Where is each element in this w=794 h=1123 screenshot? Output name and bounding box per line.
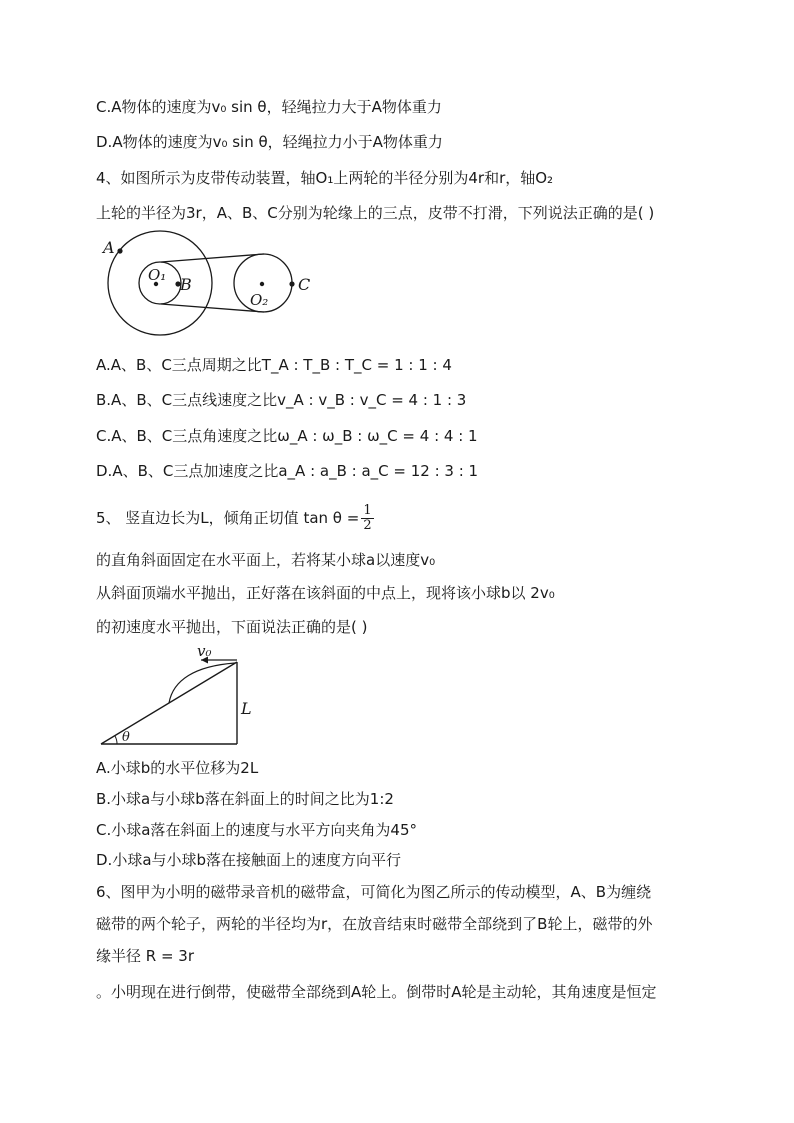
q3-option-d: D.A物体的速度为v₀ sin θ，轻绳拉力小于A物体重力 <box>96 133 443 151</box>
q4-option-c: C.A、B、C三点角速度之比ω_A : ω_B : ω_C = 4 : 4 : 1 <box>96 427 478 445</box>
fraction-numerator: 1 <box>363 503 372 518</box>
q5-stem-line3: 从斜面顶端水平抛出，正好落在该斜面的中点上，现将该小球b以 2v₀ <box>96 584 555 602</box>
fraction-denominator: 2 <box>363 518 372 533</box>
incline-figure <box>95 640 265 752</box>
q5-stem-line4: 的初速度水平抛出，下面说法正确的是( ) <box>96 618 368 636</box>
q5-option-b: B.小球a与小球b落在斜面上的时间之比为1:2 <box>96 790 394 808</box>
q5-option-a: A.小球b的水平位移为2L <box>96 759 259 777</box>
q5-option-d: D.小球a与小球b落在接触面上的速度方向平行 <box>96 851 402 869</box>
point-c <box>289 281 294 286</box>
q4-option-d: D.A、B、C三点加速度之比a_A : a_B : a_C = 12 : 3 : 1 <box>96 462 479 480</box>
q4-option-a: A.A、B、C三点周期之比T_A : T_B : T_C = 1 : 1 : 4 <box>96 356 452 374</box>
q5-option-c: C.小球a落在斜面上的速度与水平方向夹角为45° <box>96 821 418 839</box>
q6-stem-line2: 磁带的两个轮子，两轮的半径均为r，在放音结束时磁带全部绕到了B轮上，磁带的外 <box>96 915 653 933</box>
q5-stem-line1 <box>96 504 374 533</box>
label-l: L <box>241 699 252 718</box>
q4-option-b: B.A、B、C三点线速度之比v_A : v_B : v_C = 4 : 1 : 3 <box>96 391 467 409</box>
label-theta: θ <box>122 730 130 745</box>
label-c: C <box>298 275 311 294</box>
q5-stem-line2: 的直角斜面固定在水平面上，若将某小球a以速度v₀ <box>96 551 436 569</box>
q4-stem-line2: 上轮的半径为3r，A、B、C分别为轮缘上的三点，皮带不打滑，下列说法正确的是( ) <box>96 204 655 222</box>
label-o1: O₁ <box>148 266 167 284</box>
q3-option-c: C.A物体的速度为v₀ sin θ，轻绳拉力大于A物体重力 <box>96 98 442 116</box>
label-v0: v₀ <box>197 642 212 660</box>
belt-drive-figure <box>98 228 323 338</box>
q5-stem-prefix: 5、 竖直边长为L，倾角正切值 tan θ = <box>96 509 360 527</box>
q6-stem-line3: 缘半径 R = 3r <box>96 947 195 965</box>
label-o2: O₂ <box>250 291 269 309</box>
fraction-one-half <box>361 504 373 533</box>
label-a: A <box>103 238 115 257</box>
label-b: B <box>180 275 192 294</box>
center-o2 <box>260 282 264 286</box>
theta-arc <box>115 736 117 744</box>
q6-stem-line4: 。小明现在进行倒带，使磁带全部绕到A轮上。倒带时A轮是主动轮，其角速度是恒定 <box>96 983 657 1001</box>
point-a <box>117 248 122 253</box>
q4-stem-line1: 4、如图所示为皮带传动装置，轴O₁上两轮的半径分别为4r和r，轴O₂ <box>96 169 554 187</box>
q6-stem-line1: 6、图甲为小明的磁带录音机的磁带盒，可简化为图乙所示的传动模型，A、B为缠绕 <box>96 883 652 901</box>
